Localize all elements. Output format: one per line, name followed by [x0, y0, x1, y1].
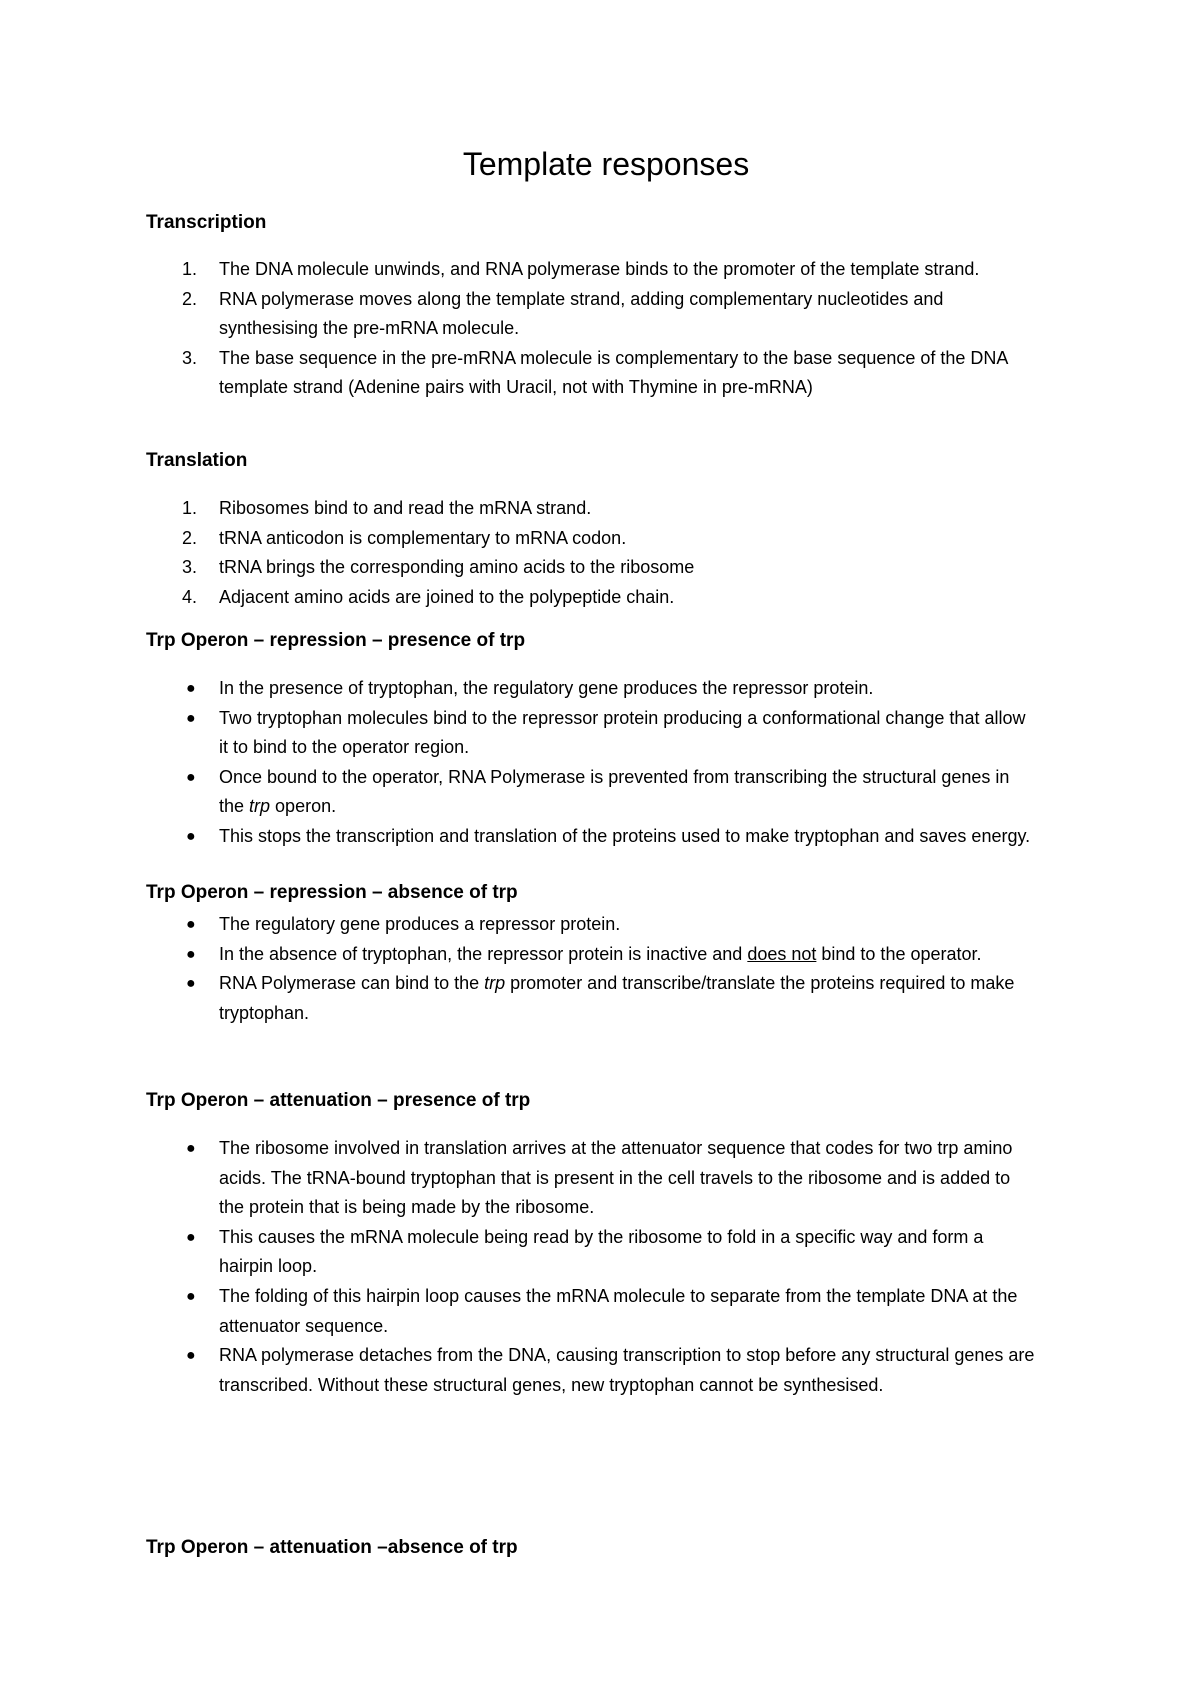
list-item: [146, 1134, 1039, 1223]
bullet-icon: ●: [186, 1347, 196, 1365]
repression-absence-list: [146, 910, 1066, 1028]
list-item: [146, 969, 1039, 1028]
list-item-text: tRNA brings the corresponding amino acids to the ribosome: [219, 557, 695, 578]
bullet-icon: ●: [186, 1140, 196, 1157]
bullet-icon: ●: [186, 768, 196, 786]
list-item-text: In the presence of tryptophan, the regulatory gene produces the repressor protein.: [219, 678, 874, 698]
list-item-text: Adjacent amino acids are joined to the polypeptide chain.: [219, 586, 675, 607]
list-number: 4.: [182, 586, 198, 607]
underlined-does-not: does not: [747, 943, 817, 964]
list-item: [146, 553, 1039, 583]
list-item-text-end: promoter and transcribe/translate the proteins required to make tryptophan.: [219, 973, 1015, 1023]
italic-trp: trp: [249, 796, 271, 817]
list-number: 2.: [182, 527, 198, 548]
list-item-text: In the absence of tryptophan, the repressor protein is inactive and: [219, 943, 748, 964]
list-item: [146, 1341, 1039, 1400]
list-number: 3.: [182, 347, 198, 368]
heading-repression-presence: Trp Operon – repression – presence of trp: [146, 630, 526, 651]
list-item-text: The regulatory gene produces a repressor protein.: [219, 914, 621, 934]
list-number: 3.: [182, 557, 198, 578]
heading-transcription: Transcription: [146, 212, 267, 233]
bullet-icon: ●: [186, 827, 196, 845]
list-item-text-end: bind to the operator.: [816, 943, 982, 964]
page-title: Template responses: [462, 146, 750, 182]
list-item-text: The base sequence in the pre-mRNA molecule is complementary to the base sequence of the DNA template strand (Adenine pairs with Uracil, not with Thymine in pre-mRNA): [219, 347, 1008, 398]
list-item: [146, 704, 1039, 763]
list-item-text: RNA polymerase moves along the template strand, adding complementary nucleotides and synthesising the pre-mRNA molecule.: [219, 288, 944, 339]
heading-attenuation-absence: Trp Operon – attenuation –absence of trp: [146, 1537, 518, 1558]
list-number: 1.: [182, 498, 198, 518]
heading-attenuation-presence: Trp Operon – attenuation – presence of trp: [146, 1090, 531, 1111]
list-item: [146, 940, 1039, 970]
list-item: [146, 524, 1039, 554]
heading-translation: Translation: [146, 450, 248, 471]
list-item-text: The ribosome involved in translation arrives at the attenuator sequence that codes for two trp amino acids. The tRNA-bound tryptophan that is present in the cell travels to the ribosome and is added to the protein that is being made by the ribosome.: [219, 1138, 1013, 1218]
list-item: [146, 344, 1039, 403]
list-item-text: The DNA molecule unwinds, and RNA polymerase binds to the promoter of the template strand.: [219, 259, 980, 279]
list-item: [146, 910, 1039, 940]
list-item: [146, 1282, 1039, 1341]
list-item-text: RNA Polymerase can bind to the: [219, 973, 485, 994]
list-item: [146, 822, 1039, 852]
bullet-icon: ●: [186, 975, 196, 993]
list-item: [146, 494, 1039, 524]
list-number: 2.: [182, 288, 198, 309]
bullet-icon: ●: [186, 945, 196, 963]
list-item: [146, 285, 1039, 344]
attenuation-presence-list: [146, 1134, 1066, 1400]
list-item: [146, 255, 1039, 285]
list-item: [146, 763, 1039, 822]
bullet-icon: ●: [186, 680, 196, 697]
list-item: [146, 583, 1039, 613]
italic-trp: trp: [484, 973, 506, 994]
list-item-text: The folding of this hairpin loop causes the mRNA molecule to separate from the template DNA at the attenuator sequence.: [219, 1285, 1018, 1336]
bullet-icon: ●: [186, 916, 196, 933]
list-item-text: tRNA anticodon is complementary to mRNA codon.: [219, 527, 627, 548]
list-item-text-end: operon.: [270, 796, 337, 817]
transcription-list: [146, 255, 1066, 403]
repression-presence-list: [146, 674, 1066, 852]
translation-list: [146, 494, 1066, 612]
heading-repression-absence: Trp Operon – repression – absence of trp: [146, 882, 518, 903]
list-item-text: RNA polymerase detaches from the DNA, causing transcription to stop before any structural genes are transcribed. Without these structural genes, new tryptophan cannot be synthesised.: [219, 1345, 1035, 1395]
bullet-icon: ●: [186, 709, 196, 727]
list-item-text: Once bound to the operator, RNA Polymerase is prevented from transcribing the structural genes in the: [219, 766, 1010, 817]
list-item-text: This stops the transcription and translation of the proteins used to make tryptophan and saves energy.: [219, 825, 1031, 846]
list-item: [146, 674, 1039, 704]
list-number: 1.: [182, 259, 198, 279]
list-item-text: Ribosomes bind to and read the mRNA strand.: [219, 498, 592, 518]
bullet-icon: ●: [186, 1228, 196, 1246]
list-item: [146, 1223, 1039, 1282]
list-item-text: Two tryptophan molecules bind to the repressor protein producing a conformational change that allow it to bind to the operator region.: [219, 707, 1026, 758]
list-item-text: This causes the mRNA molecule being read by the ribosome to fold in a specific way and form a hairpin loop.: [219, 1226, 984, 1277]
bullet-icon: ●: [186, 1287, 196, 1305]
